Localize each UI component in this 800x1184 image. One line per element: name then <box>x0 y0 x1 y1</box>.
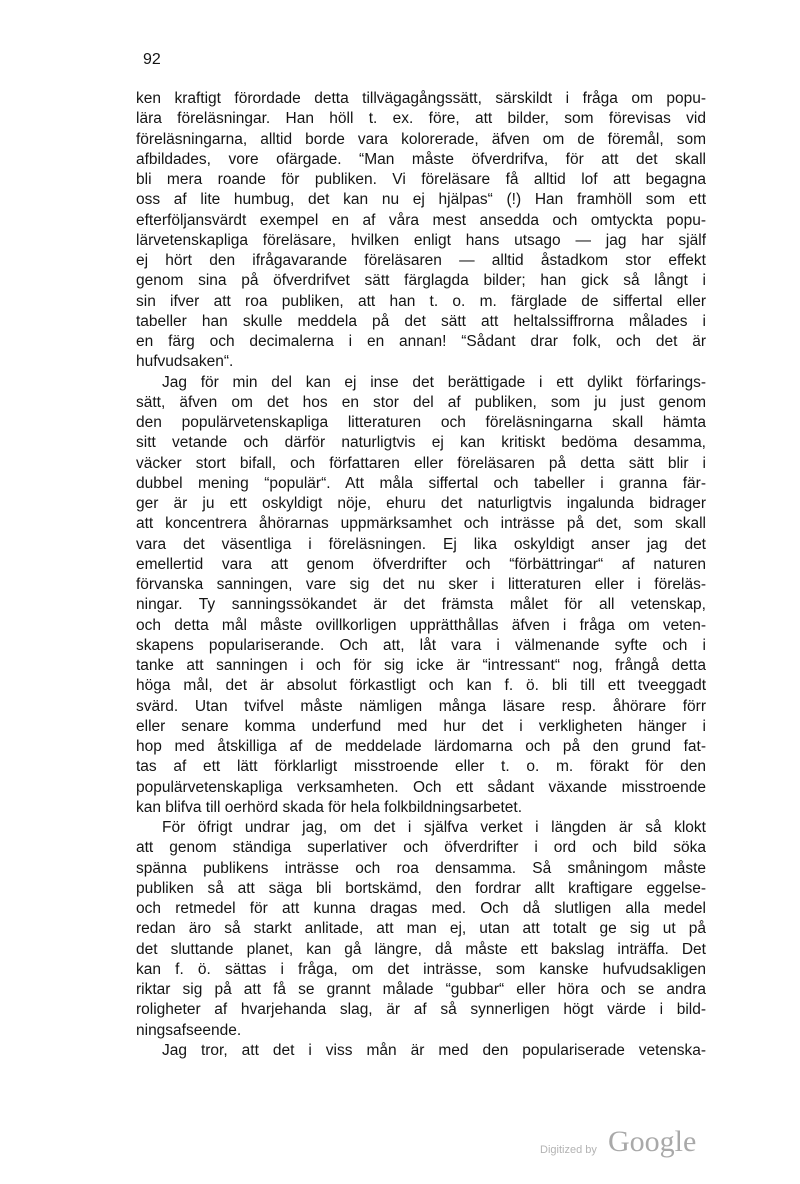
text-line: att koncentrera åhörarnas uppmärksamhet och inträsse på det, som skall <box>136 515 706 533</box>
text-line: ej hört den ifrågavarande föreläsaren — alltid åstadkom stor effekt <box>136 252 706 269</box>
body-text <box>136 89 706 1061</box>
paragraph <box>136 1041 706 1061</box>
text-line: ken kraftigt förordade detta tillvägagångssätt, särskildt i fråga om popu- <box>136 90 706 107</box>
text-line: sin ifver att roa publiken, att han t. o. m. färglade de siffertal eller <box>136 292 706 310</box>
google-logo: Google <box>608 1125 697 1158</box>
text-line: För öfrigt undrar jag, om det i själfva verket i längden är så klokt <box>162 819 706 836</box>
text-line: emellertid vara att genom öfverdrifter och “förbättringar“ af naturen <box>136 555 706 573</box>
paragraph <box>136 89 706 373</box>
text-line: eller senare komma underfund med hur det i verkligheten hänger i <box>136 717 706 735</box>
text-line: roligheter af hvarjehanda slag, är af så synnerligen högt värde i bild- <box>136 1001 706 1019</box>
text-line: att genom ständiga superlativer och öfverdrifter i ord och bild söka <box>136 839 706 857</box>
paragraph <box>136 818 706 1041</box>
text-line: och detta mål måste ovillkorligen upprätthållas äfven i fråga om veten- <box>136 616 706 634</box>
text-line: lära föreläsningar. Han höll t. ex. före, att bilder, som förevisas vid <box>136 110 706 128</box>
text-line: svärd. Utan tvifvel måste nämligen många läsare resp. åhörare förr <box>136 697 706 715</box>
page-number: 92 <box>143 51 161 68</box>
text-line: sitt vetande och därför naturligtvis ej kan kritiskt bedöma desamma, <box>136 434 706 452</box>
text-line: ningar. Ty sanningssökandet är det främsta målet för all vetenskap, <box>136 596 706 614</box>
text-line: Jag tror, att det i viss mån är med den populariserade vetenska- <box>162 1041 706 1059</box>
text-line: tanke att sanningen i och för sig icke är “intressant“ nog, frångå detta <box>136 657 706 674</box>
digitized-by-watermark <box>540 1124 710 1164</box>
text-line: afbildades, vore ofärgade. “Man måste öfverdrifva, för att det skall <box>136 150 706 168</box>
text-line: Jag för min del kan ej inse det berättigade i ett dylikt förfarings- <box>162 373 706 391</box>
text-line: vara det väsentliga i föreläsningen. Ej lika oskyldigt anser jag det <box>136 535 706 553</box>
text-line: hop med åtskilliga af de meddelade lärdomarna och på den grund fat- <box>136 738 706 755</box>
text-line: hufvudsaken“. <box>136 353 234 371</box>
digitized-label: Digitized by <box>540 1144 597 1156</box>
text-line: och retmedel för att kunna dragas med. Och då slutligen alla medel <box>136 900 706 917</box>
text-line: den populärvetenskapliga litteraturen och föreläsningarna skall hämta <box>136 414 706 431</box>
paragraph <box>136 373 706 819</box>
text-line: dubbel mening “populär“. Att måla siffertal och tabeller i granna fär- <box>136 474 706 492</box>
text-line: ger är ju ett oskyldigt nöje, ehuru det naturligtvis ingalunda bidrager <box>136 495 706 512</box>
text-line: väcker stort bifall, och författaren eller föreläsaren på detta sätt blir i <box>136 454 706 472</box>
text-line: höga mål, det är absolut förkastligt och kan f. ö. bli till ett tveeggadt <box>136 677 706 695</box>
text-line: populärvetenskapliga verksamheten. Och ett sådant växande misstroende <box>136 778 706 796</box>
text-line: lärvetenskapliga föreläsare, hvilken enligt hans utsago — jag har själf <box>136 231 706 249</box>
text-line: kan f. ö. sättas i fråga, om det inträsse, som kanske hufvudsakligen <box>136 960 706 978</box>
text-line: genom sina på öfverdrifvet sätt färglagda bilder; han gick så långt i <box>136 272 706 290</box>
text-line: föreläsningarna, alltid borde vara kolorerade, äfven om de föremål, som <box>136 130 706 148</box>
text-line: sätt, äfven om det hos en stor del af publiken, som ju just genom <box>136 393 706 411</box>
text-line: ningsafseende. <box>136 1021 242 1039</box>
text-line: efterföljansvärdt exempel en af våra mest ansedda och omtyckta popu- <box>136 211 706 229</box>
text-line: publiken så att säga bli bortskämd, den fordrar allt kraftigare eggelse- <box>136 879 706 897</box>
text-line: tas af ett lätt förklarligt misstroende eller t. o. m. förakt för den <box>136 758 706 776</box>
text-line: skapens populariserande. Och att, låt vara i välmenande syfte och i <box>136 636 706 654</box>
text-line: redan äro så starkt anlitade, att man ej, utan att totalt ge sig ut på <box>136 920 706 938</box>
text-line: riktar sig på att få se grannt målade “gubbar“ eller höra och se andra <box>136 981 706 998</box>
text-line: kan blifva till oerhörd skada för hela folkbildningsarbetet. <box>136 798 523 816</box>
text-line: det sluttande planet, kan gå längre, då måste ett bakslag inträffa. Det <box>136 940 706 958</box>
text-line: förvanska sanningen, vare sig det nu sker i litteraturen eller i föreläs- <box>136 576 706 593</box>
text-line: en färg och decimalerna i en annan! “Sådant drar folk, och det är <box>136 333 706 350</box>
text-line: spänna publikens inträsse och roa densamma. Så småningom måste <box>136 859 706 877</box>
text-line: tabeller han skulle meddela på det sätt att heltalssiffrorna målades i <box>136 312 706 330</box>
text-line: bli mera roande för publiken. Vi föreläsare få alltid lof att begagna <box>136 171 706 188</box>
text-line: oss af lite humbug, det kan nu ej hjälpas“ (!) Han framhöll som ett <box>136 191 706 209</box>
